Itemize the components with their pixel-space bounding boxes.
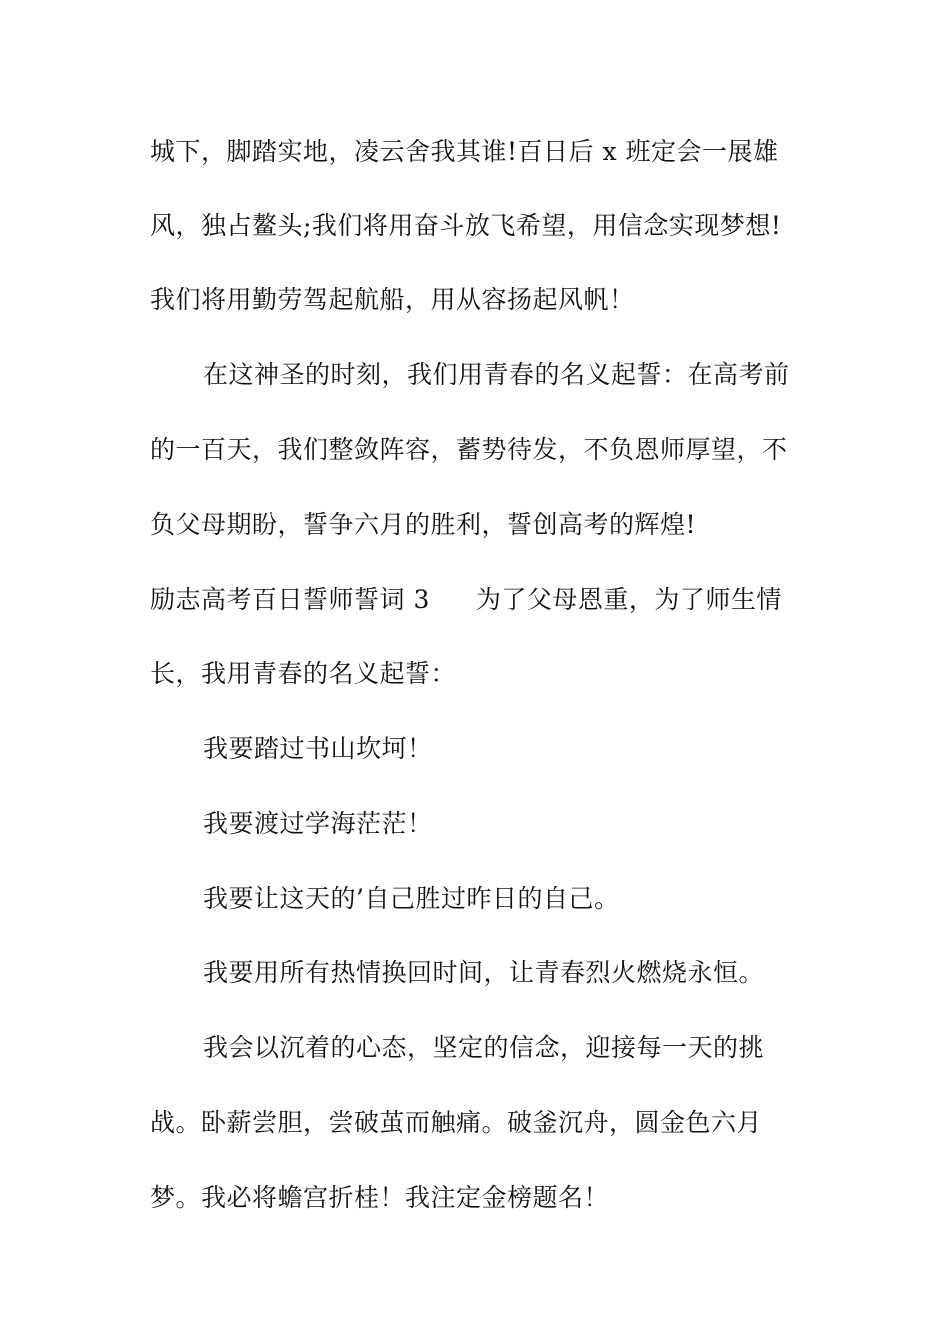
paragraph-line: 的一百天，我们整敛阵容，蓄势待发，不负恩师厚望，不 [150,435,788,464]
paragraph-line: 长，我用青春的名义起誓： [150,659,457,688]
section-title: 励志高考百日誓师誓词 3 [150,585,430,614]
paragraph-line: 风，独占鳌头;我们将用奋斗放飞希望，用信念实现梦想! [150,211,782,240]
paragraph-text: 为了父母恩重，为了师生情 [475,585,782,614]
paragraph-line: 战。卧薪尝胆，尝破茧而触痛。破釜沉舟，圆金色六月 [150,1108,763,1137]
paragraph-line: 负父母期盼，誓争六月的胜利，誓创高考的辉煌! [150,510,697,539]
paragraph-line: 梦。我必将蟾宫折桂！我注定金榜题名！ [150,1183,610,1212]
paragraph-line: 我要用所有热情换回时间，让青春烈火燃烧永恒。 [203,958,765,987]
paragraph-line: 在这神圣的时刻，我们用青春的名义起誓：在高考前 [203,360,790,389]
section-heading-line [150,582,810,618]
paragraph-line: 我们将用勤劳驾起航船，用从容扬起风帆！ [150,285,635,314]
paragraph-line: 我要渡过学海茫茫！ [203,809,433,838]
paragraph-line: 城下，脚踏实地，凌云舍我其谁!百日后 x 班定会一展雄 [150,137,779,166]
paragraph-line: 我要让这天的’自己胜过昨日的自己。 [203,884,620,913]
paragraph-line: 我会以沉着的心态，坚定的信念，迎接每一天的挑 [203,1033,765,1062]
paragraph-line: 我要踏过书山坎坷！ [203,734,433,763]
